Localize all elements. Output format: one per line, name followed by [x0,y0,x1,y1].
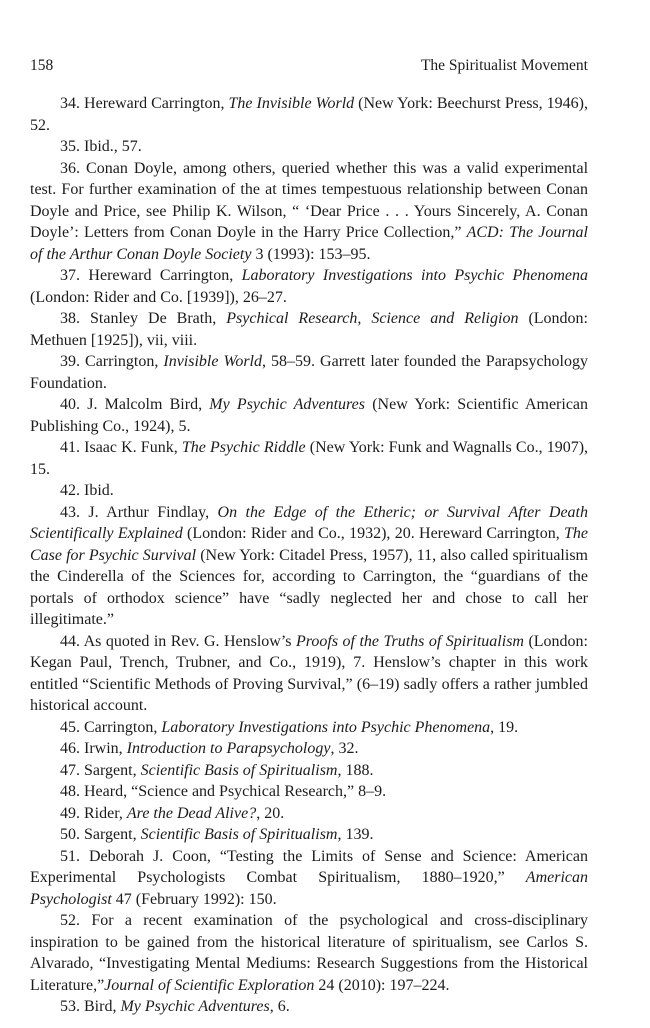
endnote-number: 45. [60,718,84,736]
endnote [30,631,588,717]
endnote-number: 42. [60,482,84,499]
endnote-title: My Psychic Adventures [120,998,270,1015]
endnote-text: For a recent examination of the psychological and cross-disciplinary inspiration to be gained from the historical literature of spiritualism, see Carlos S. Alvarado, “Investigating Mental Mediums: Research Suggestions from the Historical Literature,” [30,912,588,994]
endnote [30,480,588,502]
endnote-text: , 20. [256,804,285,822]
endnote-text: (London: Kegan Paul, Trench, Trubner, and Co., 1919), 7. Henslow’s chapter in this work entitled “Scientific Methods of Proving Survival,” (6–19) sadly offers a rather jumbled historical account. [30,632,588,714]
endnote-text: Ibid., 57. [84,138,142,155]
endnote [30,910,588,996]
endnote-text: (New York: Beechurst Press, 1946), 52. [30,95,589,134]
endnote [30,996,588,1018]
endnote [30,760,588,782]
endnote-title: On the Edge of the Etheric; or Survival After Death Scientifically Explained [30,503,589,542]
endnote-title: The Psychic Riddle [181,439,306,456]
endnote-text: , 139. [337,826,374,843]
endnote [30,158,588,266]
endnote-number: 53. [60,998,84,1015]
endnote-text: Carrington, [85,353,164,370]
endnote-number: 36. [60,159,87,177]
endnote-text: , 19. [490,718,519,736]
endnote-text: , 32. [330,740,359,757]
endnote [30,717,588,739]
endnote-text: Rider, [84,804,127,822]
endnote-number: 35. [60,138,84,155]
endnote-title: My Psychic Adventures [209,396,365,413]
endnote-text: J. Arthur Findlay, [88,503,218,521]
endnote-number: 46. [60,740,84,757]
running-header [30,57,588,75]
endnote-text: , 188. [337,761,374,779]
endnote-title: The Invisible World [228,95,355,112]
endnote-text: Irwin, [84,740,127,757]
endnote [30,846,588,911]
endnote [30,351,588,394]
endnote-text: Sargent, [84,826,141,843]
endnote-number: 48. [60,783,84,800]
endnote-title: Proofs of the Truths of Spiritualism [296,632,524,650]
endnote-text: Sargent, [84,761,141,779]
endnote-text: 3 (1993): 153–95. [251,245,371,263]
endnote-title: Are the Dead Alive? [126,804,257,822]
endnote [30,265,588,308]
endnote-number: 34. [60,95,85,112]
endnote [30,93,588,136]
endnote-text: Hereward Carrington, [84,95,229,112]
endnote-title: Scientific Basis of Spiritualism [140,826,338,843]
endnote-number: 38. [60,310,91,327]
endnote-text: J. Malcolm Bird, [87,396,210,413]
endnote-text: Stanley De Brath, [90,310,227,327]
endnote-number: 50. [60,826,84,843]
endnote-number: 40. [60,396,88,413]
endnote-number: 52. [60,912,92,929]
endnote [30,803,588,825]
endnote [30,308,588,351]
endnote [30,824,588,846]
endnote-text: As quoted in Rev. G. Henslow’s [83,632,296,650]
endnote-text: Ibid. [84,482,114,499]
endnote [30,437,588,480]
endnote [30,781,588,803]
endnote-title: Journal of Scientific Exploration [104,976,315,994]
endnote-text: Hereward Carrington, [88,267,242,284]
endnote-text: (New York: Scientific American Publishing Co., 1924), 5. [30,396,589,435]
endnote-title: Scientific Basis of Spiritualism [140,761,338,779]
endnote-number: 43. [60,503,89,521]
endnote-title: The Case for Psychic Survival [30,525,589,564]
endnote-text: 24 (2010): 197–224. [314,976,450,994]
endnote-number: 37. [60,267,89,284]
endnote-text: Deborah J. Coon, “Testing the Limits of Sense and Science: American Experimental Psychologists Combat Spiritualism, 1880–1920,” [30,847,589,886]
endnote-text: , 6. [269,998,290,1015]
endnote-text: (London: Rider and Co. [1939]), 26–27. [30,288,287,306]
endnote-text: Carrington, [84,718,162,736]
endnote-title: Invisible World [163,353,262,370]
endnote-number: 44. [60,632,84,650]
endnote-text: Heard, “Science and Psychical Research,” 8–9. [84,783,387,800]
endnote [30,502,588,631]
endnote-number: 47. [60,761,84,779]
endnote-text: Isaac K. Funk, [84,439,182,456]
endnote-text: (London: Rider and Co., 1932), 20. Hereward Carrington, [182,525,565,542]
endnote-title: Laboratory Investigations into Psychic Phenomena [241,267,589,284]
endnote-text: (New York: Citadel Press, 1957), 11, also called spiritualism the Cinderella of the Sciences for, according to Carrington, the “guardians of the portals of orthodox science” have “sadly neglected her and chose to call her illegitimate.” [30,546,588,628]
endnote-text: 47 (February 1992): 150. [111,890,277,908]
endnote-title: Psychical Research, Science and Religion [226,310,519,327]
endnote-title: ACD: The Journal of the Arthur Conan Doyle Society [30,224,588,263]
endnote [30,738,588,760]
endnote-number: 39. [60,353,86,370]
running-title: The Spiritualist Movement [420,57,588,74]
endnote-text: (London: Methuen [1925]), vii, viii. [30,310,589,349]
endnote-text: Bird, [84,998,121,1015]
endnote-number: 51. [60,847,89,865]
endnote [30,136,588,158]
endnote-number: 49. [60,804,84,822]
endnote-text: Conan Doyle, among others, queried whether this was a valid experimental test. For further examination of the at times tempestuous relationship between Conan Doyle and Price, see Philip K. Wilson, “ ‘Dear Price . . . Yours Sincerely, A. Conan Doyle’: Letters from Conan Doyle in the Harry Price Collection,” [30,159,589,241]
page-number: 158 [30,57,54,74]
endnote-text: (New York: Funk and Wagnalls Co., 1907), 15. [30,439,589,478]
endnote-title: American Psychologist [30,869,588,908]
endnote-title: Laboratory Investigations into Psychic Phenomena [161,718,491,736]
endnotes-list [30,93,588,1018]
endnote-text: , 58–59. Garrett later founded the Parapsychology Foundation. [30,353,588,392]
endnote-title: Introduction to Parapsychology [126,740,331,757]
endnote-number: 41. [60,439,85,456]
endnote [30,394,588,437]
